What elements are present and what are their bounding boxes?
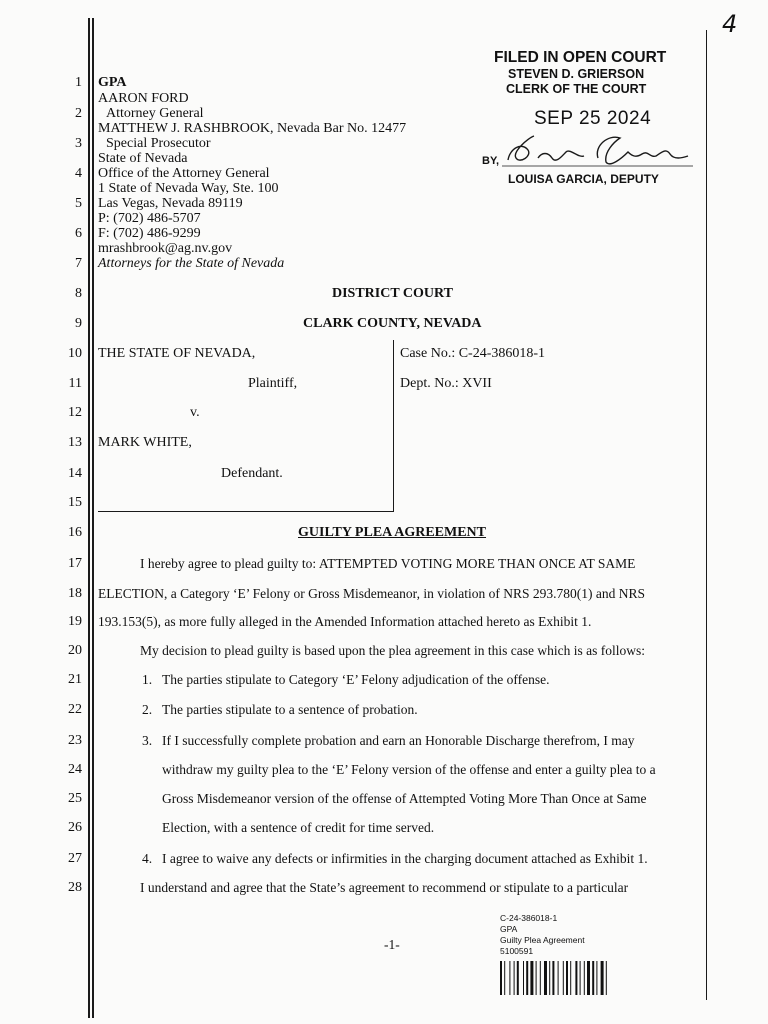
header-state: State of Nevada	[98, 151, 188, 166]
barcode-bar	[530, 961, 533, 995]
filing-barcode	[498, 959, 634, 999]
item-3-line-1: If I successfully complete probation and earn an Honorable Discharge therefrom, I may	[162, 733, 635, 748]
stamp-deputy: LOUISA GARCIA, DEPUTY	[508, 172, 659, 186]
line-number: 19	[68, 614, 82, 629]
barcode-bar	[563, 961, 564, 995]
attorney-general-title: Attorney General	[106, 106, 204, 121]
right-margin-rule	[706, 30, 707, 1000]
header-representing: Attorneys for the State of Nevada	[98, 256, 285, 271]
caption-versus: v.	[190, 405, 200, 420]
barcode-bar	[566, 961, 568, 995]
label-case-number: C-24-386018-1	[500, 913, 558, 923]
line-number: 10	[68, 346, 82, 361]
body-line-18: ELECTION, a Category ‘E’ Felony or Gross Misdemeanor, in violation of NRS 293.780(1) and NRS	[98, 586, 646, 601]
barcode-bar	[517, 961, 519, 995]
label-title: Guilty Plea Agreement	[500, 935, 585, 945]
caption-defendant-role: Defendant.	[221, 466, 283, 481]
barcode-bar	[500, 961, 502, 995]
item-3-line-2: withdraw my guilty plea to the ‘E’ Felony version of the offense and enter a guilty plea to a	[162, 762, 656, 777]
stamp-clerk-title: CLERK OF THE COURT	[506, 82, 647, 96]
caption-plaintiff: THE STATE OF NEVADA,	[98, 346, 256, 361]
corner-page-mark: 4	[722, 10, 738, 38]
line-number: 12	[68, 405, 82, 420]
barcode-bar	[504, 961, 505, 995]
line-number: 15	[68, 495, 82, 510]
item-4-number: 4.	[142, 851, 153, 866]
barcode-bar	[587, 961, 590, 995]
line-number: 4	[75, 166, 82, 181]
line-number: 22	[68, 702, 82, 717]
line-number: 16	[68, 525, 82, 540]
line-number: 24	[68, 762, 82, 777]
caption-dept-number: Dept. No.: XVII	[400, 376, 492, 391]
caption-bottom-rule	[98, 511, 394, 512]
left-margin-rule-inner	[92, 18, 94, 1018]
item-4-text: I agree to waive any defects or infirmities in the charging document attached as Exhibit 1.	[162, 851, 648, 866]
line-number: 18	[68, 586, 82, 601]
barcode-bar	[606, 961, 607, 995]
body-line-20: My decision to plead guilty is based upon the plea agreement in this case which is as follows:	[140, 643, 646, 658]
barcode-bar	[592, 961, 594, 995]
doc-code: GPA	[98, 75, 127, 90]
stamp-date: SEP 25 2024	[534, 108, 652, 129]
line-number: 8	[75, 286, 82, 301]
line-number: 28	[68, 880, 82, 895]
body-line-28: I understand and agree that the State’s agreement to recommend or stipulate to a particular	[140, 880, 629, 895]
line-number: 14	[68, 466, 82, 481]
label-code: GPA	[500, 924, 518, 934]
line-number: 21	[68, 672, 82, 687]
header-city: Las Vegas, Nevada 89119	[98, 196, 243, 211]
prosecutor-name: MATTHEW J. RASHBROOK, Nevada Bar No. 12477	[98, 121, 407, 136]
line-number: 25	[68, 791, 82, 806]
court-county: CLARK COUNTY, NEVADA	[303, 316, 482, 331]
barcode-bar	[558, 961, 559, 995]
item-2-number: 2.	[142, 702, 153, 717]
court-name: DISTRICT COURT	[332, 286, 454, 301]
line-number: 26	[68, 820, 82, 835]
header-phone: P: (702) 486-5707	[98, 211, 201, 226]
barcode-bar	[514, 961, 515, 995]
barcode-bar	[575, 961, 577, 995]
item-2-text: The parties stipulate to a sentence of probation.	[162, 702, 418, 717]
line-number: 27	[68, 851, 82, 866]
left-margin-rule-outer	[88, 18, 90, 1018]
body-line-17: I hereby agree to plead guilty to: ATTEMPTED VOTING MORE THAN ONCE AT SAME	[140, 556, 636, 571]
header-fax: F: (702) 486-9299	[98, 226, 201, 241]
attorney-general-name: AARON FORD	[98, 91, 189, 106]
barcode-bar	[509, 961, 510, 995]
barcode-bar	[580, 961, 581, 995]
label-id: 5100591	[500, 946, 534, 956]
barcode-bar	[601, 961, 604, 995]
line-number: 17	[68, 556, 82, 571]
caption-defendant: MARK WHITE,	[98, 435, 192, 450]
prosecutor-title: Special Prosecutor	[106, 136, 211, 151]
header-email: mrashbrook@ag.nv.gov	[98, 241, 233, 256]
stamp-clerk-name: STEVEN D. GRIERSON	[508, 67, 645, 81]
item-3-number: 3.	[142, 733, 153, 748]
caption-plaintiff-role: Plaintiff,	[248, 376, 298, 391]
item-1-number: 1.	[142, 672, 153, 687]
item-1-text: The parties stipulate to Category ‘E’ Felony adjudication of the offense.	[162, 672, 550, 687]
page-number: -1-	[384, 937, 400, 952]
line-number: 9	[75, 316, 82, 331]
line-number: 11	[68, 376, 82, 391]
line-number: 13	[68, 435, 82, 450]
header-office: Office of the Attorney General	[98, 166, 270, 181]
body-line-19: 193.153(5), as more fully alleged in the Amended Information attached hereto as Exhibit 1.	[98, 614, 592, 629]
header-street: 1 State of Nevada Way, Ste. 100	[98, 181, 279, 196]
barcode-bar	[544, 961, 547, 995]
barcode-bar	[540, 961, 541, 995]
document-title: GUILTY PLEA AGREEMENT	[298, 525, 487, 540]
item-3-line-4: Election, with a sentence of credit for time served.	[162, 820, 435, 835]
barcode-bar	[584, 961, 585, 995]
barcode-bar	[596, 961, 597, 995]
deputy-signature	[498, 128, 698, 178]
barcode-bar	[536, 961, 537, 995]
stamp-by-label: BY,	[482, 155, 500, 167]
line-number: 1	[75, 75, 82, 90]
line-number: 3	[75, 136, 82, 151]
line-number: 2	[75, 106, 82, 121]
barcode-bar	[570, 961, 571, 995]
line-number: 7	[75, 256, 82, 271]
line-number: 23	[68, 733, 82, 748]
caption-case-number: Case No.: C-24-386018-1	[400, 346, 546, 361]
barcode-bar	[523, 961, 524, 995]
barcode-bar	[549, 961, 550, 995]
line-number: 5	[75, 196, 82, 211]
line-number: 20	[68, 643, 82, 658]
stamp-title: FILED IN OPEN COURT	[494, 49, 667, 66]
barcode-bar	[526, 961, 528, 995]
caption-vertical-rule	[393, 340, 394, 512]
barcode-bar	[552, 961, 554, 995]
line-number: 6	[75, 226, 82, 241]
item-3-line-3: Gross Misdemeanor version of the offense of Attempted Voting More Than Once at Same	[162, 791, 647, 806]
